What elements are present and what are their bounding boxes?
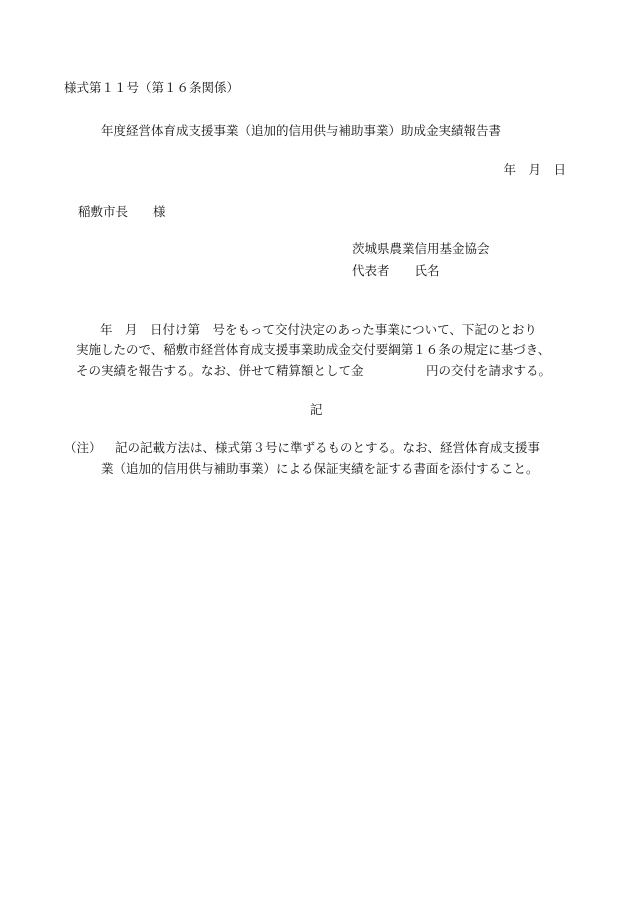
note-label: （注） [64, 440, 102, 455]
form-number: 様式第１１号（第１６条関係） [64, 80, 240, 95]
note-line: 業（追加的信用供与補助事業）による保証実績を証する書面を添付すること。 [101, 461, 539, 476]
ki-heading: 記 [310, 402, 323, 417]
sender-representative: 代表者 氏名 [352, 263, 440, 278]
document-title: 年度経営体育成支援事業（追加的信用供与補助事業）助成金実績報告書 [101, 123, 502, 138]
sender-organization: 茨城県農業信用基金協会 [352, 241, 490, 256]
note-line: 記の記載方法は、様式第３号に準ずるものとする。なお、経営体育成支援事 [115, 440, 541, 455]
body-line: その実績を報告する。なお、併せて精算額として金 円の交付を請求する。 [76, 363, 552, 378]
date-line: 年 月 日 [503, 162, 566, 177]
body-line: 実施したので、稲敷市経営体育成支援事業助成金交付要綱第１６条の規定に基づき、 [76, 342, 551, 357]
addressee: 稲敷市長 様 [78, 204, 166, 219]
body-line: 年 月 日付け第 号をもって交付決定のあった事業について、下記のとおり [100, 322, 537, 337]
